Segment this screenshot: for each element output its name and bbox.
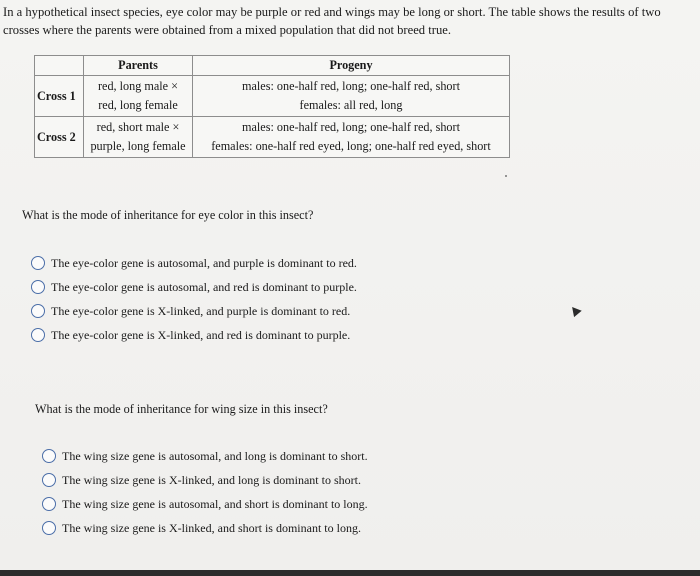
parents-line: red, short male × xyxy=(96,120,180,134)
question-1-text: What is the mode of inheritance for eye color in this insect? xyxy=(22,208,314,222)
question-2-option-b[interactable] xyxy=(42,468,368,492)
parents-line: red, long female xyxy=(98,98,178,112)
question-1-option-d[interactable] xyxy=(31,323,357,347)
option-label: The eye-color gene is autosomal, and red is dominant to purple. xyxy=(51,279,357,294)
cross-label: Cross 1 xyxy=(35,76,84,117)
progeny-line: males: one-half red, long; one-half red, short xyxy=(242,79,460,93)
table-header-progeny: Progeny xyxy=(193,56,510,76)
parents-cell xyxy=(84,117,193,158)
question-2-option-c[interactable] xyxy=(42,492,368,516)
option-label: The wing size gene is X-linked, and short is dominant to long. xyxy=(62,520,361,535)
option-label: The wing size gene is autosomal, and long is dominant to short. xyxy=(62,448,368,463)
table-header-blank xyxy=(35,56,84,76)
option-label: The wing size gene is autosomal, and short is dominant to long. xyxy=(62,496,368,511)
question-2-option-d[interactable] xyxy=(42,516,368,540)
question-2-text: What is the mode of inheritance for wing size in this insect? xyxy=(35,402,328,416)
radio-circle-icon[interactable] xyxy=(31,280,45,294)
bottom-edge-bar xyxy=(0,570,700,576)
table-header-row xyxy=(35,56,510,76)
option-label: The eye-color gene is X-linked, and purple is dominant to red. xyxy=(51,303,351,318)
question-1-options xyxy=(31,251,357,347)
question-1-option-a[interactable] xyxy=(31,251,357,275)
table-row xyxy=(35,76,510,117)
intro-text: In a hypothetical insect species, eye color may be purple or red and wings may be long or short. The table shows the results of two crosses where the parents were obtained from a mixed population that did not breed true. xyxy=(3,5,661,37)
stray-dot xyxy=(505,175,507,177)
progeny-line: females: one-half red eyed, long; one-half red eyed, short xyxy=(211,139,491,153)
radio-circle-icon[interactable] xyxy=(31,256,45,270)
progeny-line: females: all red, long xyxy=(299,98,403,112)
progeny-cell xyxy=(193,117,510,158)
table-header-parents: Parents xyxy=(84,56,193,76)
radio-circle-icon[interactable] xyxy=(42,497,56,511)
parents-line: purple, long female xyxy=(90,139,186,153)
parents-cell xyxy=(84,76,193,117)
option-label: The wing size gene is X-linked, and long is dominant to short. xyxy=(62,472,361,487)
radio-circle-icon[interactable] xyxy=(31,328,45,342)
radio-circle-icon[interactable] xyxy=(42,473,56,487)
question-1-option-b[interactable] xyxy=(31,275,357,299)
question-1-option-c[interactable] xyxy=(31,299,357,323)
radio-circle-icon[interactable] xyxy=(42,449,56,463)
parents-line: red, long male × xyxy=(98,79,178,93)
mouse-cursor-icon xyxy=(568,304,581,317)
progeny-cell xyxy=(193,76,510,117)
crosses-table xyxy=(34,55,510,158)
option-label: The eye-color gene is X-linked, and red is dominant to purple. xyxy=(51,327,351,342)
question-2-option-a[interactable] xyxy=(42,444,368,468)
option-label: The eye-color gene is autosomal, and purple is dominant to red. xyxy=(51,255,357,270)
cross-label: Cross 2 xyxy=(35,117,84,158)
table-row xyxy=(35,117,510,158)
question-2-options xyxy=(42,444,368,540)
progeny-line: males: one-half red, long; one-half red, short xyxy=(242,120,460,134)
radio-circle-icon[interactable] xyxy=(42,521,56,535)
radio-circle-icon[interactable] xyxy=(31,304,45,318)
